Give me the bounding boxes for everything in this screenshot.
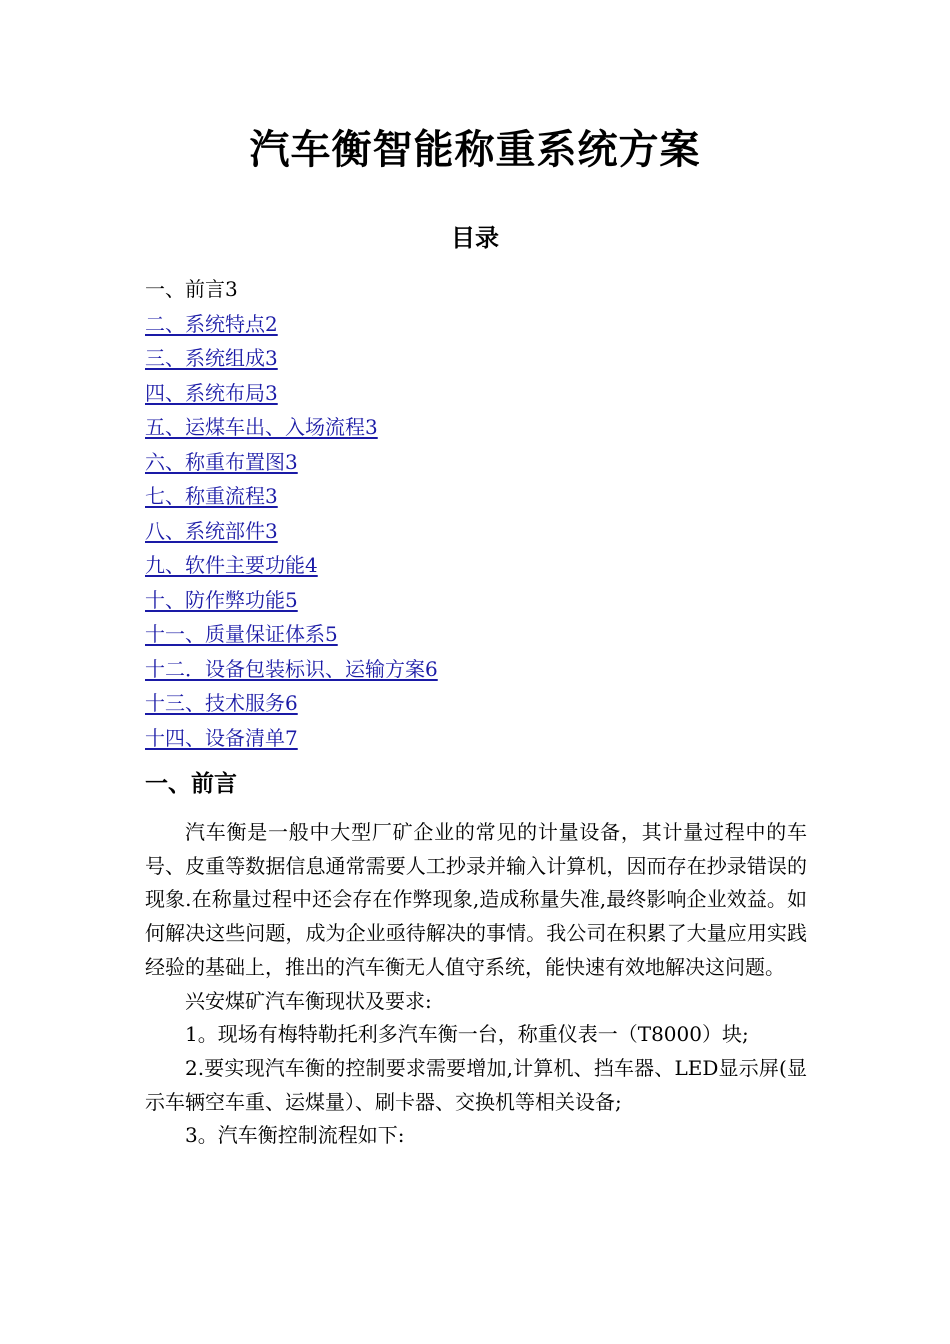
toc-link[interactable]: 十一、质量保证体系5: [145, 622, 338, 646]
toc-link[interactable]: 十四、设备清单7: [145, 725, 298, 750]
toc-link[interactable]: 九、软件主要功能4: [145, 553, 318, 577]
body-paragraph: 汽车衡是一般中大型厂矿企业的常见的计量设备，其计量过程中的车号、皮重等数据信息通常需要人工抄录并输入计算机，因而存在抄录错误的现象.在称量过程中还会存在作弊现象,造成称量失准,最终影响企业效益。如何解决这些问题，成为企业亟待解决的事情。我公司在积累了大量应用实践经验的基础上，推出的汽车衡无人值守系统，能快速有效地解决这问题。: [145, 820, 807, 979]
toc-link[interactable]: 四、系统布局3: [145, 380, 278, 405]
toc-item[interactable]: [145, 617, 438, 652]
toc-item[interactable]: [145, 548, 438, 583]
toc-item[interactable]: [145, 583, 438, 618]
toc-item[interactable]: [145, 652, 438, 687]
body-paragraph: 2.要实现汽车衡的控制要求需要增加,计算机、挡车器、LED显示屏(显示车辆空车重、运煤量）、刷卡器、交换机等相关设备;: [145, 1055, 807, 1114]
toc-link[interactable]: 三、系统组成3: [145, 346, 278, 370]
toc-item[interactable]: [145, 721, 438, 756]
toc-link[interactable]: 七、称重流程3: [145, 484, 278, 508]
toc-item[interactable]: [145, 410, 438, 445]
table-of-contents: [145, 272, 438, 755]
toc-link[interactable]: 二、系统特点2: [145, 311, 278, 336]
document-title: 汽车衡智能称重系统方案: [249, 127, 701, 173]
section-body: [145, 816, 807, 1153]
body-paragraph: 3。汽车衡控制流程如下:: [185, 1123, 405, 1148]
toc-item[interactable]: [145, 514, 438, 549]
toc-entry-text: 一、前言3: [145, 277, 238, 301]
toc-item[interactable]: [145, 376, 438, 411]
toc-item[interactable]: [145, 445, 438, 480]
toc-link[interactable]: 五、运煤车出、入场流程3: [145, 415, 378, 439]
toc-link[interactable]: 八、系统部件3: [145, 518, 278, 543]
toc-item[interactable]: [145, 307, 438, 342]
body-paragraph: 兴安煤矿汽车衡现状及要求:: [185, 988, 432, 1013]
toc-item[interactable]: [145, 341, 438, 376]
toc-link[interactable]: 十二．设备包装标识、运输方案6: [145, 656, 438, 681]
toc-item[interactable]: [145, 686, 438, 721]
toc-heading: 目录: [451, 224, 499, 252]
toc-item[interactable]: [145, 479, 438, 514]
toc-link[interactable]: 十三、技术服务6: [145, 691, 298, 715]
toc-link[interactable]: 六、称重布置图3: [145, 449, 298, 474]
toc-link[interactable]: 十、防作弊功能5: [145, 587, 298, 612]
body-paragraph: 1。现场有梅特勒托利多汽车衡一台，称重仪表一（T8000）块;: [185, 1022, 749, 1047]
toc-item: [145, 272, 438, 307]
section-heading: 一、前言: [145, 771, 237, 797]
